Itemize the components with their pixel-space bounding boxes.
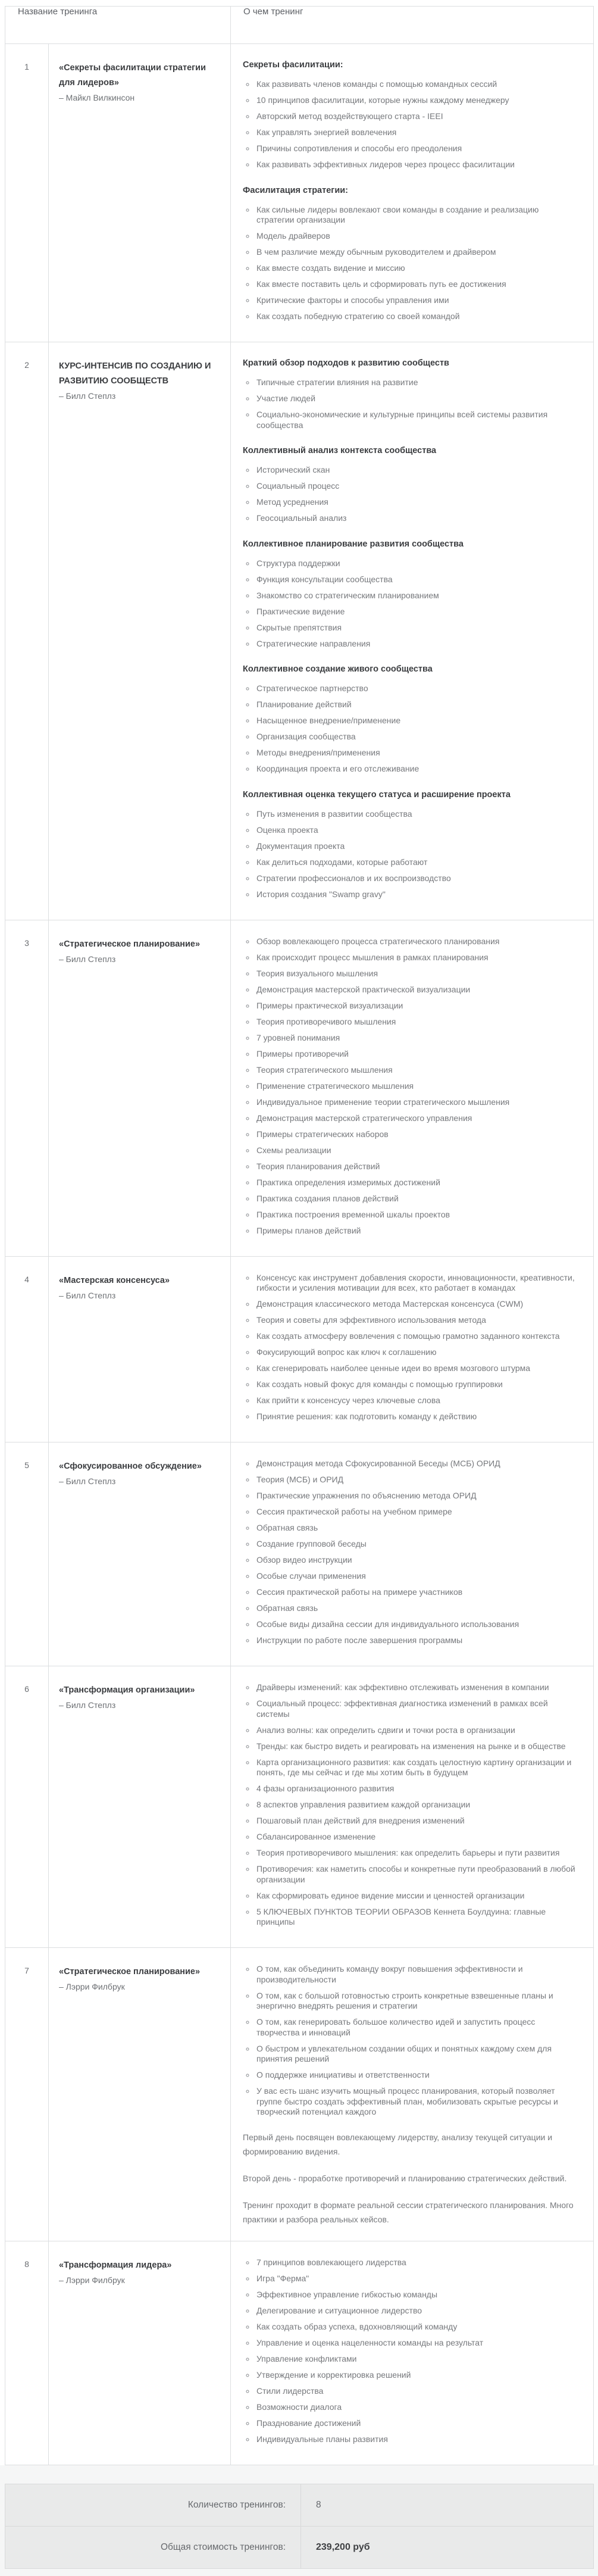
training-title-cell [49,1666,231,1948]
training-number: 8 [5,2241,49,2465]
description-paragraph: Тренинг проходит в формате реальной сессии стратегического планирования. Много практики и разбора реальных кейсов. [243,2200,574,2224]
training-title: «Сфокусированное обсуждение» [59,1462,202,1471]
training-table [5,6,594,2465]
topic-item: ◦ Фокусирующий вопрос как ключ к соглашению [255,1347,577,1358]
training-author: – Лэрри Филбрук [59,2275,125,2285]
topic-item: ◦ 7 принципов вовлекающего лидерства [255,2257,577,2268]
topic-item: ◦ О поддержке инициативы и ответственности [255,2070,577,2081]
topic-item: ◦ Теория стратегического мышления [255,1065,577,1076]
topic-item: ◦ Создание групповой беседы [255,1539,577,1550]
topic-item: ◦ О том, как генерировать большое количество идей и запустить процесс творчества и инноваций [255,2017,577,2038]
trainings-total-label: Общая стоимость тренингов: [5,2526,301,2568]
topic-list [243,205,577,322]
training-row [5,44,594,342]
summary-table [5,2484,594,2569]
topic-item: ◦ Как управлять энергией вовлечения [255,127,577,138]
topic-item: ◦ Консенсус как инструмент добавления скорости, инновационности, креативности, гибкости и усиления мотивации для всех, кто работает в командах [255,1273,577,1294]
topic-item: ◦ Типичные стратегии влияния на развитие [255,377,577,388]
topic-list [243,809,577,900]
topic-item: ◦ Особые виды дизайна сессии для индивидуального использования [255,1619,577,1630]
topic-item: ◦ Демонстрация метода Сфокусированной Беседы (МСБ) ОРИД [255,1459,577,1469]
topic-item: ◦ Игра "Ферма" [255,2274,577,2284]
topic-item: ◦ Теория визуального мышления [255,969,577,979]
topic-item: ◦ Как сформировать единое видение миссии и ценностей организации [255,1891,577,1901]
topic-item: ◦ Геосоциальный анализ [255,513,577,524]
topic-item: ◦ Как делиться подходами, которые работают [255,857,577,868]
topic-item: ◦ Как сгенерировать наиболее ценные идеи во время мозгового штурма [255,1363,577,1374]
topic-item: ◦ Как сильные лидеры вовлекают свои команды в создание и реализацию стратегии организации [255,205,577,226]
topic-item: ◦ Стратегические направления [255,639,577,650]
topic-item: ◦ Делегирование и ситуационное лидерство [255,2306,577,2316]
training-description-cell [231,1442,594,1666]
topic-item: ◦ Противоречия: как наметить способы и конкретные пути преобразований в любой организации [255,1864,577,1885]
trainings-count-label: Количество тренингов: [5,2484,301,2526]
training-table-body [5,44,594,2465]
topic-item: ◦ 5 КЛЮЧЕВЫХ ПУНКТОВ ТЕОРИИ ОБРАЗОВ Кеннета Боулдуина: главные принципы [255,1907,577,1928]
training-number: 6 [5,1666,49,1948]
topic-item: ◦ Обратная связь [255,1603,577,1614]
training-title-cell [49,44,231,342]
training-table-wrap [0,6,598,2465]
topic-item: ◦ Применение стратегического мышления [255,1081,577,1092]
topic-item: ◦ Социально-экономические и культурные принципы всей системы развития сообщества [255,410,577,430]
topic-item: ◦ Обзор вовлекающего процесса стратегического планирования [255,936,577,947]
topic-item: ◦ В чем различие между обычным руководителем и драйвером [255,247,577,258]
topic-list [243,377,577,430]
training-title-cell [49,1948,231,2241]
training-number: 1 [5,44,49,342]
training-title: «Трансформация организации» [59,1685,195,1695]
column-header-about: О чем тренинг [231,7,594,44]
topic-item: ◦ Карта организационного развития: как создать целостную картину организации и понять, где мы сейчас и где мы хотим быть в будущем [255,1757,577,1778]
topic-item: ◦ Стратегическое партнерство [255,683,577,694]
topic-item: ◦ Демонстрация мастерской практической визуализации [255,985,577,995]
topic-item: ◦ Инструкции по работе после завершения программы [255,1635,577,1646]
topic-item: ◦ Социальный процесс: эффективная диагностика изменений в рамках всей системы [255,1698,577,1719]
section-heading: Коллективная оценка текущего статуса и расширение проекта [243,789,511,800]
topic-item: ◦ Обзор видео инструкции [255,1555,577,1566]
topic-item: ◦ Как создать победную стратегию со своей командой [255,311,577,322]
topic-item: ◦ Путь изменения в развитии сообщества [255,809,577,820]
training-row [5,2241,594,2465]
training-number: 5 [5,1442,49,1666]
topic-item: ◦ Знакомство со стратегическим планированием [255,591,577,601]
topic-item: ◦ Причины сопротивления и способы его преодоления [255,143,577,154]
topic-list [243,1459,577,1646]
topic-item: ◦ Анализ волны: как определить сдвиги и точки роста в организации [255,1725,577,1736]
training-description-cell [231,1256,594,1442]
topic-item: ◦ Демонстрация мастерской стратегического управления [255,1113,577,1124]
topic-item: ◦ Возможности диалога [255,2402,577,2413]
topic-item: ◦ Практика построения временной шкалы проектов [255,1210,577,1220]
training-title: «Секреты фасилитации стратегии для лидеров» [59,63,206,88]
topic-item: ◦ Утверждение и корректировка решений [255,2370,577,2381]
topic-item: ◦ 8 аспектов управления развитием каждой организации [255,1800,577,1810]
topic-item: ◦ Как развивать эффективных лидеров через процесс фасилитации [255,160,577,170]
training-description-cell [231,342,594,920]
topic-item: ◦ Празднование достижений [255,2418,577,2429]
training-row [5,342,594,920]
topic-item: ◦ Авторский метод воздействующего старта - IEEI [255,111,577,122]
topic-item: ◦ Примеры практической визуализации [255,1001,577,1011]
section-heading: Коллективное планирование развития сообщества [243,539,464,549]
summary-row-total [5,2526,594,2568]
topic-item: ◦ Структура поддержки [255,558,577,569]
topic-item: ◦ Как создать атмосферу вовлечения с помощью грамотно заданного контекста [255,1331,577,1342]
topic-list [243,558,577,650]
topic-item: ◦ Методы внедрения/применения [255,748,577,758]
topic-item: ◦ О том, как объединить команду вокруг повышения эффективности и производительности [255,1964,577,1985]
topic-item: ◦ 4 фазы организационного развития [255,1784,577,1794]
topic-item: ◦ Примеры противоречий [255,1049,577,1060]
section-heading: Фасилитация стратегии: [243,185,348,195]
topic-list [243,936,577,1237]
training-author: – Билл Степлз [59,1290,116,1300]
topic-item: ◦ Насыщенное внедрение/применение [255,716,577,726]
topic-item: ◦ Модель драйверов [255,231,577,242]
topic-list [243,1964,577,2118]
training-title: «Стратегическое планирование» [59,939,201,949]
topic-item: ◦ Индивидуальные планы развития [255,2434,577,2445]
topic-item: ◦ Примеры планов действий [255,1226,577,1237]
topic-item: ◦ Драйверы изменений: как эффективно отслеживать изменения в компании [255,1682,577,1693]
training-author: – Билл Степлз [59,1700,116,1710]
topic-item: ◦ Социальный процесс [255,481,577,492]
topic-item: ◦ Координация проекта и его отслеживание [255,764,577,775]
training-description-cell [231,920,594,1256]
topic-item: ◦ Практика определения измеримых достижений [255,1178,577,1188]
training-author: – Лэрри Филбрук [59,1982,125,1991]
training-title-cell [49,920,231,1256]
topic-item: ◦ Участие людей [255,394,577,404]
topic-item: ◦ Стратегии профессионалов и их воспроизводство [255,873,577,884]
topic-item: ◦ Документация проекта [255,841,577,852]
training-number: 2 [5,342,49,920]
training-number: 4 [5,1256,49,1442]
topic-list [243,465,577,524]
topic-item: ◦ Как развивать членов команды с помощью командных сессий [255,79,577,90]
training-row [5,1442,594,1666]
topic-item: ◦ Скрытые препятствия [255,623,577,633]
topic-item: ◦ Особые случаи применения [255,1571,577,1582]
topic-item: ◦ Как прийти к консенсусу через ключевые слова [255,1395,577,1406]
topic-item: ◦ Теория противоречивого мышления [255,1017,577,1028]
topic-item: ◦ О быстром и увлекательном создании общих и понятных каждому схем для принятия решений [255,2044,577,2065]
training-description-cell [231,44,594,342]
summary-section [0,2465,598,2576]
topic-item: ◦ Управление и оценка нацеленности команды на результат [255,2338,577,2349]
training-title: «Трансформация лидера» [59,2260,172,2270]
topic-item: ◦ Планирование действий [255,700,577,710]
topic-item: ◦ Исторический скан [255,465,577,476]
topic-item: ◦ Оценка проекта [255,825,577,836]
topic-item: ◦ Сессия практической работы на примере участников [255,1587,577,1598]
training-author: – Билл Степлз [59,1476,116,1486]
topic-list [243,1682,577,1928]
section-heading: Секреты фасилитации: [243,60,343,70]
training-row [5,1948,594,2241]
training-number: 3 [5,920,49,1256]
topic-item: ◦ О том, как с большой готовностью строить конкретные взвешенные планы и энергично внедрять решения и стратегии [255,1991,577,2012]
topic-item: ◦ Обратная связь [255,1523,577,1534]
topic-item: ◦ Теория и советы для эффективного использования метода [255,1315,577,1326]
topic-item: ◦ Как происходит процесс мышления в рамках планирования [255,953,577,963]
topic-item: ◦ Тренды: как быстро видеть и реагировать на изменения на рынке и в обществе [255,1741,577,1752]
topic-item: ◦ Критические факторы и способы управления ими [255,295,577,306]
topic-item: ◦ История создания "Swamp gravy" [255,889,577,900]
topic-item: ◦ Теория планирования действий [255,1161,577,1172]
training-title: «Мастерская консенсуса» [59,1275,170,1285]
training-description-cell [231,1948,594,2241]
training-row [5,920,594,1256]
topic-item: ◦ Сбалансированное изменение [255,1832,577,1843]
training-author: – Билл Степлз [59,954,116,964]
topic-item: ◦ Принятие решения: как подготовить команду к действию [255,1412,577,1422]
training-author: – Майкл Вилкинсон [59,93,135,102]
topic-item: ◦ У вас есть шанс изучить мощный процесс планирования, который позволяет группе быстро создать эффективный план, мобилизовать скрытые ресурсы и творческий потенциал каждого [255,2086,577,2118]
section-heading: Краткий обзор подходов к развитию сообществ [243,358,449,368]
training-description-cell [231,2241,594,2465]
training-table-header [5,7,594,44]
topic-item: ◦ Схемы реализации [255,1145,577,1156]
topic-item: ◦ Стили лидерства [255,2386,577,2397]
topic-item: ◦ 10 принципов фасилитации, которые нужны каждому менеджеру [255,95,577,106]
section-heading: Коллективное создание живого сообщества [243,664,433,674]
training-title: «Стратегическое планирование» [59,1967,201,1977]
topic-item: ◦ 7 уровней понимания [255,1033,577,1044]
trainings-total-value: 239,200 руб [301,2526,594,2568]
topic-item: ◦ Метод усреднения [255,497,577,508]
topic-item: ◦ Индивидуальное применение теории стратегического мышления [255,1097,577,1108]
topic-item: ◦ Пошаговый план действий для внедрения изменений [255,1816,577,1826]
topic-item: ◦ Примеры стратегических наборов [255,1129,577,1140]
topic-list [243,683,577,775]
topic-item: ◦ Практика создания планов действий [255,1194,577,1204]
training-author: – Билл Степлз [59,391,116,401]
topic-item: ◦ Как вместе поставить цель и сформировать путь ее достижения [255,279,577,290]
description-paragraph: Второй день - проработке противоречий и планированию стратегических действий. [243,2173,567,2183]
training-title: КУРС-ИНТЕНСИВ ПО СОЗДАНИЮ И РАЗВИТИЮ СООБЩЕСТВ [59,361,211,386]
training-number: 7 [5,1948,49,2241]
column-header-name: Название тренинга [5,7,231,44]
topic-item: ◦ Эффективное управление гибкостью команды [255,2290,577,2300]
topic-list [243,2257,577,2445]
summary-row-count [5,2484,594,2526]
description-paragraph: Первый день посвящен вовлекающему лидерству, анализу текущей ситуации и формированию видения. [243,2132,553,2156]
topic-item: ◦ Организация сообщества [255,732,577,742]
topic-item: ◦ Практические видение [255,607,577,617]
training-title-cell [49,1256,231,1442]
trainings-count-value: 8 [301,2484,594,2526]
topic-item: ◦ Практические упражнения по объяснению метода ОРИД [255,1491,577,1501]
training-title-cell [49,2241,231,2465]
topic-list [243,79,577,170]
topic-item: ◦ Демонстрация классического метода Мастерская консенсуса (CWM) [255,1299,577,1310]
topic-item: ◦ Как создать образ успеха, вдохновляющий команду [255,2322,577,2333]
training-row [5,1256,594,1442]
topic-list [243,1273,577,1422]
training-description-cell [231,1666,594,1948]
topic-item: ◦ Сессия практической работы на учебном примере [255,1507,577,1518]
topic-item: ◦ Теория противоречивого мышления: как определить барьеры и пути развития [255,1848,577,1859]
section-heading: Коллективный анализ контекста сообщества [243,446,437,455]
topic-item: ◦ Теория (МСБ) и ОРИД [255,1475,577,1485]
training-title-cell [49,342,231,920]
topic-item: ◦ Как создать новый фокус для команды с помощью группировки [255,1379,577,1390]
training-row [5,1666,594,1948]
header-row [5,7,594,44]
topic-item: ◦ Функция консультации сообщества [255,574,577,585]
topic-item: ◦ Управление конфликтами [255,2354,577,2365]
training-title-cell [49,1442,231,1666]
topic-item: ◦ Как вместе создать видение и миссию [255,263,577,274]
